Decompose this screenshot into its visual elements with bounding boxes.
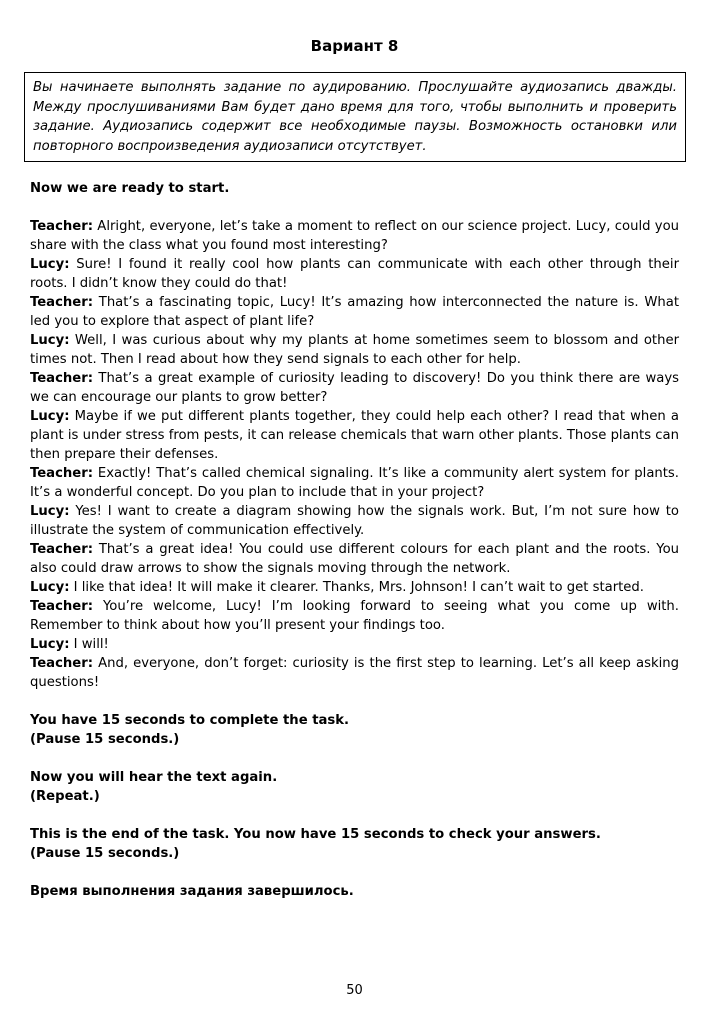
dialogue-line	[30, 255, 679, 293]
dialogue-line	[30, 464, 679, 502]
speaker-label: Teacher:	[30, 219, 94, 234]
utterance: Well, I was curious about why my plants at home sometimes seem to blossom and other times not. Then I read about how they send signals to each other for help.	[30, 333, 679, 367]
utterance: That’s a great idea! You could use different colours for each plant and the roots. You also could draw arrows to show the signals moving through the network.	[30, 542, 679, 576]
utterance: That’s a great example of curiosity leading to discovery! Do you think there are ways we can encourage our plants to grow better?	[30, 371, 679, 405]
utterance: That’s a fascinating topic, Lucy! It’s amazing how interconnected the nature is. What led you to explore that aspect of plant life?	[30, 295, 679, 329]
speaker-label: Teacher:	[30, 542, 94, 557]
intro-line: Now we are ready to start.	[30, 181, 230, 196]
speaker-label: Lucy:	[30, 504, 70, 519]
speaker-label: Teacher:	[30, 466, 94, 481]
speaker-label: Teacher:	[30, 599, 94, 614]
end-task-line: This is the end of the task. You now have 15 seconds to check your answers.	[30, 827, 601, 842]
dialogue-line	[30, 217, 679, 255]
speaker-label: Teacher:	[30, 295, 94, 310]
spacer	[30, 198, 679, 217]
spacer	[30, 692, 679, 711]
speaker-label: Lucy:	[30, 333, 70, 348]
dialogue-line	[30, 578, 679, 597]
utterance: Sure! I found it really cool how plants can communicate with each other through their roots. I didn’t know they could do that!	[30, 257, 679, 291]
speaker-label: Teacher:	[30, 371, 94, 386]
utterance: Alright, everyone, let’s take a moment to reflect on our science project. Lucy, could you share with the class what you found most interesting?	[30, 219, 679, 253]
spacer	[30, 806, 679, 825]
speaker-label: Teacher:	[30, 656, 94, 671]
pause-line: (Pause 15 seconds.)	[30, 846, 180, 861]
page-number: 50	[346, 983, 363, 998]
utterance: And, everyone, don’t forget: curiosity is the first step to learning. Let’s all keep asking questions!	[30, 656, 679, 690]
page-title: Вариант 8	[310, 37, 399, 55]
utterance: Yes! I want to create a diagram showing how the signals work. But, I’m not sure how to illustrate the system of communication effectively.	[30, 504, 679, 538]
spacer	[30, 863, 679, 882]
dialogue-line	[30, 635, 679, 654]
dialogue-line	[30, 502, 679, 540]
hear-again-line: Now you will hear the text again.	[30, 770, 278, 785]
dialogue-line	[30, 407, 679, 464]
dialogue-line	[30, 293, 679, 331]
speaker-label: Lucy:	[30, 580, 70, 595]
utterance: You’re welcome, Lucy! I’m looking forward to seeing what you come up with. Remember to think about how you’ll present your findings too.	[30, 599, 679, 633]
repeat-line: (Repeat.)	[30, 789, 100, 804]
time-over-line: Время выполнения задания завершилось.	[30, 884, 354, 899]
utterance: I will!	[69, 637, 109, 652]
instructions-text: Вы начинаете выполнять задание по аудированию. Прослушайте аудиозапись дважды. Между прослушиваниями Вам будет дано время для того, чтобы выполнить и проверить задание. Аудиозапись содержит все необходимые паузы. Возможность остановки или повторного воспроизведения аудиозаписи отсутствует.	[33, 80, 677, 154]
utterance: Exactly! That’s called chemical signaling. It’s like a community alert system for plants. It’s a wonderful concept. Do you plan to include that in your project?	[30, 466, 679, 500]
dialogue-line	[30, 369, 679, 407]
utterance: Maybe if we put different plants together, they could help each other? I read that when a plant is under stress from pests, it can release chemicals that warn other plants. Those plants can then prepare their defenses.	[30, 409, 679, 462]
dialogue-line	[30, 540, 679, 578]
instructions-box	[24, 72, 686, 162]
speaker-label: Lucy:	[30, 257, 70, 272]
pause-line: (Pause 15 seconds.)	[30, 732, 180, 747]
speaker-label: Lucy:	[30, 409, 70, 424]
task-time-line: You have 15 seconds to complete the task.	[30, 713, 350, 728]
dialogue-line	[30, 654, 679, 692]
dialogue-line	[30, 597, 679, 635]
speaker-label: Lucy:	[30, 637, 70, 652]
spacer	[30, 749, 679, 768]
transcript	[30, 179, 679, 901]
dialogue-line	[30, 331, 679, 369]
utterance: I like that idea! It will make it clearer. Thanks, Mrs. Johnson! I can’t wait to get started.	[69, 580, 644, 595]
